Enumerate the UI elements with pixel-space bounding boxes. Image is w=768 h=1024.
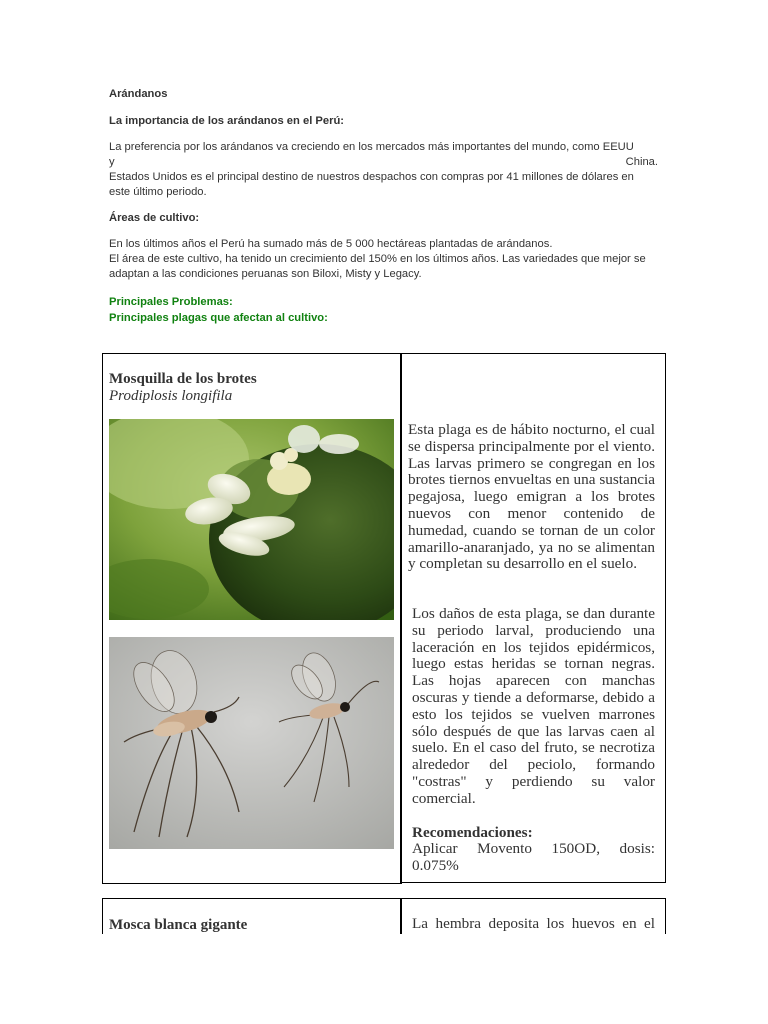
larvae-photo [109, 419, 394, 620]
importance-line-2 [109, 155, 658, 170]
section-importance-title: La importancia de los arándanos en el Perú: [109, 115, 345, 127]
importance-line-2-right: China. [625, 156, 658, 168]
section-importance-body [109, 140, 658, 200]
importance-line-1: La preferencia por los arándanos va creciendo en los mercados más importantes del mundo, como EEUU [109, 141, 634, 153]
document-heading: Arándanos [109, 88, 168, 100]
recommendations-text: Aplicar Movento 150OD, dosis: 0.075% [412, 840, 655, 874]
problems-title: Principales Problemas: [109, 296, 233, 308]
areas-line-1: En los últimos años el Perú ha sumado más de 5 000 hectáreas plantadas de arándanos. [109, 238, 553, 250]
areas-line-2: El área de este cultivo, ha tenido un crecimiento del 150% en los últimos años. Las variedades que mejor se adaptan a las condiciones peruanas son Biloxi, Misty y Legacy. [109, 253, 646, 280]
section-areas-body [109, 237, 658, 282]
importance-line-2-left: y [109, 156, 115, 168]
pest1-description-2: Los daños de esta plaga, se dan durante su periodo larval, produciendo una laceración en los tejidos epidérmicos, luego estas heridas se tornan negras. Las hojas aparecen con manchas oscuras y tiende a deformarse, debido a esto los tejidos se vuelven marrones sólo después de que las larvas caen al suelo. En el caso del fruto, se necrotiza alrededor del peciolo, formando "costras" y perdiendo su valor comercial. [412, 605, 655, 807]
recommendations-title: Recomendaciones: [412, 824, 533, 841]
pest2-common-name: Mosca blanca gigante [109, 917, 248, 933]
section-areas-title: Áreas de cultivo: [109, 212, 200, 224]
pests-title: Principales plagas que afectan al cultivo: [109, 312, 328, 324]
pest1-common-name: Mosquilla de los brotes [109, 371, 257, 387]
pest1-description-1: Esta plaga es de hábito nocturno, el cual se dispersa principalmente por el viento. Las larvas primero se congregan en los brotes tiernos envueltas en una sustancia pegajosa, luego emigran a los brotes nuevos con menor contenido de humedad, cuando se tornan de un color amarillo-anaranjado, ya no se alimentan y completan su desarrollo en el suelo. [408, 421, 655, 573]
adult-midges-photo [109, 637, 394, 849]
pest2-description-start: La hembra deposita los huevos en el [412, 915, 655, 932]
pest1-scientific-name: Prodiplosis longifila [109, 388, 233, 404]
importance-line-3: Estados Unidos es el principal destino de nuestros despachos con compras por 41 millones de dólares en este último periodo. [109, 171, 634, 198]
